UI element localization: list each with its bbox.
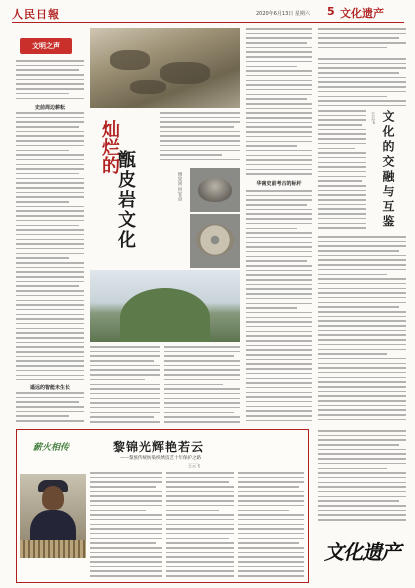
- feature-intro-text: [160, 112, 240, 164]
- left-subhead-1: 史前周边耕耘: [34, 105, 65, 111]
- cave-excavation-photo: [90, 28, 240, 108]
- column-tag: 文明之声: [20, 38, 72, 54]
- bottom-feature-text-2: [166, 472, 234, 578]
- feature-title-red: 灿烂的: [99, 120, 120, 174]
- masthead-logo: 人民日報: [12, 8, 60, 21]
- section-calligraphy-stamp: 文化遗产: [324, 539, 400, 564]
- bottom-feature-text-3: [238, 472, 304, 578]
- header-rule: [12, 22, 404, 23]
- karst-hill-photo: [90, 270, 240, 342]
- feature-byline: 傅宪国 何安益: [177, 172, 182, 201]
- pottery-bowl-photo: [190, 168, 240, 212]
- left-column-text-mid: [16, 112, 84, 380]
- feature-body-text-4: [246, 190, 312, 424]
- column-logo: 薪火相传: [32, 442, 69, 453]
- bottom-feature-byline: 王云飞: [188, 463, 200, 468]
- section-title: 文化遗产: [340, 7, 384, 20]
- page-number: 5: [327, 5, 335, 18]
- stone-ring-photo: [190, 214, 240, 268]
- middle-subhead: 华南史前考古的标杆: [256, 181, 302, 187]
- right-text-bottom: [318, 236, 406, 424]
- feature-body-text-1: [90, 346, 160, 424]
- left-column-text-bottom: [16, 392, 84, 422]
- feature-body-text-3: [246, 28, 312, 176]
- right-intro-text: [318, 28, 406, 54]
- bottom-feature-text-1: [90, 472, 162, 578]
- left-column-text-top: [16, 60, 84, 100]
- bottom-feature-title: 黎锦光辉艳若云: [113, 440, 205, 454]
- weaver-portrait-photo: [20, 474, 86, 558]
- left-subhead-2: 遥远的智能未生长: [29, 385, 70, 391]
- feature-title-black: 甑皮岩文化: [115, 150, 136, 250]
- right-text-top: [318, 58, 406, 106]
- bottom-feature-subtitle: ——黎族传统纺染织绣技艺十年保护之路: [120, 456, 201, 461]
- right-text-lower: [318, 430, 406, 522]
- feature-body-text-2: [164, 346, 240, 424]
- right-feature-title: 文化的交融与互鉴: [381, 110, 395, 230]
- dateline: 2020年6月13日 星期六: [256, 11, 310, 17]
- right-text-side: [318, 110, 366, 230]
- right-feature-byline: 王云飞: [371, 112, 376, 124]
